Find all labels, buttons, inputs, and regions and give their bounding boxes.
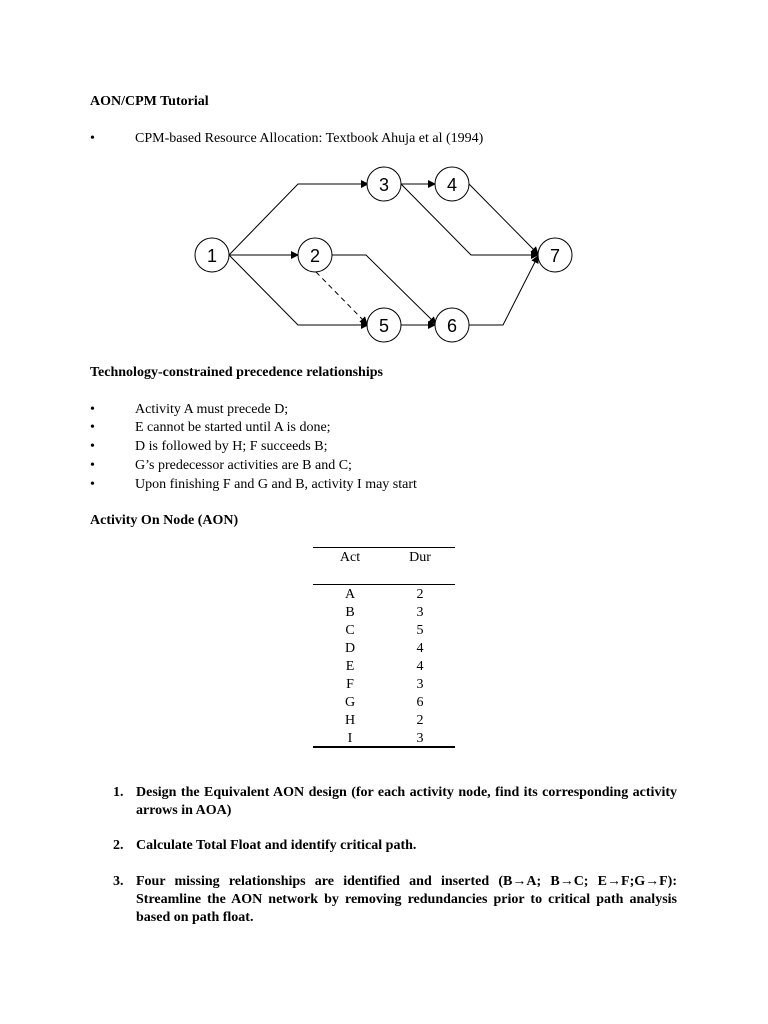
bullet-marker: • <box>90 458 95 473</box>
table-cell: 4 <box>416 641 424 656</box>
edge-2-5-dummy <box>316 272 367 324</box>
bullet-marker: • <box>90 131 95 146</box>
table-header-rule <box>313 584 455 585</box>
node-6-label: 6 <box>446 316 458 336</box>
list-item-text: D is followed by H; F succeeds B; <box>135 439 328 454</box>
intro-bullet-text: CPM-based Resource Allocation: Textbook Ahuja et al (1994) <box>135 131 484 146</box>
list-item-text: Upon finishing F and G and B, activity I may start <box>135 477 417 492</box>
edge-1-5 <box>229 255 368 325</box>
table-cell: 2 <box>416 713 424 728</box>
table-col-act <box>325 586 375 748</box>
edge-4-7 <box>469 184 538 254</box>
table-cell: F <box>346 677 354 692</box>
question-number: 1. <box>113 785 124 800</box>
table-cell: H <box>344 713 356 728</box>
section-heading-precedence: Technology-constrained precedence relationships <box>90 365 383 380</box>
question-number: 2. <box>113 838 124 853</box>
bullet-marker: • <box>90 402 95 417</box>
table-cell: 3 <box>416 731 424 746</box>
page-title: AON/CPM Tutorial <box>90 94 209 109</box>
table-cell: 3 <box>416 605 424 620</box>
question-1 <box>113 784 677 820</box>
bullet-marker: • <box>90 477 95 492</box>
node-5-label: 5 <box>378 316 390 336</box>
question-2 <box>113 837 677 855</box>
bullet-marker: • <box>90 439 95 454</box>
aoa-network-diagram <box>0 0 768 360</box>
edge-1-3 <box>229 184 368 255</box>
node-1-label: 1 <box>206 246 218 266</box>
table-header-dur: Dur <box>409 550 431 565</box>
table-bottom-rule <box>313 746 455 748</box>
section-heading-aon: Activity On Node (AON) <box>90 513 239 528</box>
question-text: Calculate Total Float and identify critical path. <box>136 838 417 853</box>
node-2-label: 2 <box>309 246 321 266</box>
question-number: 3. <box>113 874 124 889</box>
table-cell: 3 <box>416 677 424 692</box>
table-col-dur <box>395 586 445 748</box>
node-4-label: 4 <box>446 175 458 195</box>
table-cell: 5 <box>416 623 424 638</box>
table-cell: 4 <box>416 659 424 674</box>
question-text: Design the Equivalent AON design (for each activity node, find its corresponding activity arrows in AOA) <box>136 785 677 818</box>
question-3 <box>113 873 677 927</box>
bullet-marker: • <box>90 420 95 435</box>
edge-6-7 <box>469 256 538 325</box>
node-3-label: 3 <box>378 175 390 195</box>
question-text: Four missing relationships are identified and inserted (B→A; B→C; E→F;G→F): Streamline the AON network by removing redundancies prior to critical path analysis based on path float. <box>136 874 677 925</box>
table-cell: 6 <box>416 695 424 710</box>
table-cell: A <box>344 587 356 602</box>
table-header-act: Act <box>339 550 361 565</box>
table-cell: B <box>345 605 355 620</box>
table-cell: I <box>347 731 353 746</box>
list-item-text: E cannot be started until A is done; <box>135 420 331 435</box>
table-top-rule <box>313 547 455 548</box>
table-cell: G <box>344 695 356 710</box>
table-cell: C <box>345 623 355 638</box>
list-item-text: G’s predecessor activities are B and C; <box>135 458 352 473</box>
list-item-text: Activity A must precede D; <box>135 402 289 417</box>
node-7-label: 7 <box>549 246 561 266</box>
edge-3-7 <box>401 184 538 255</box>
table-cell: D <box>344 641 356 656</box>
table-cell: 2 <box>416 587 424 602</box>
table-cell: E <box>345 659 355 674</box>
